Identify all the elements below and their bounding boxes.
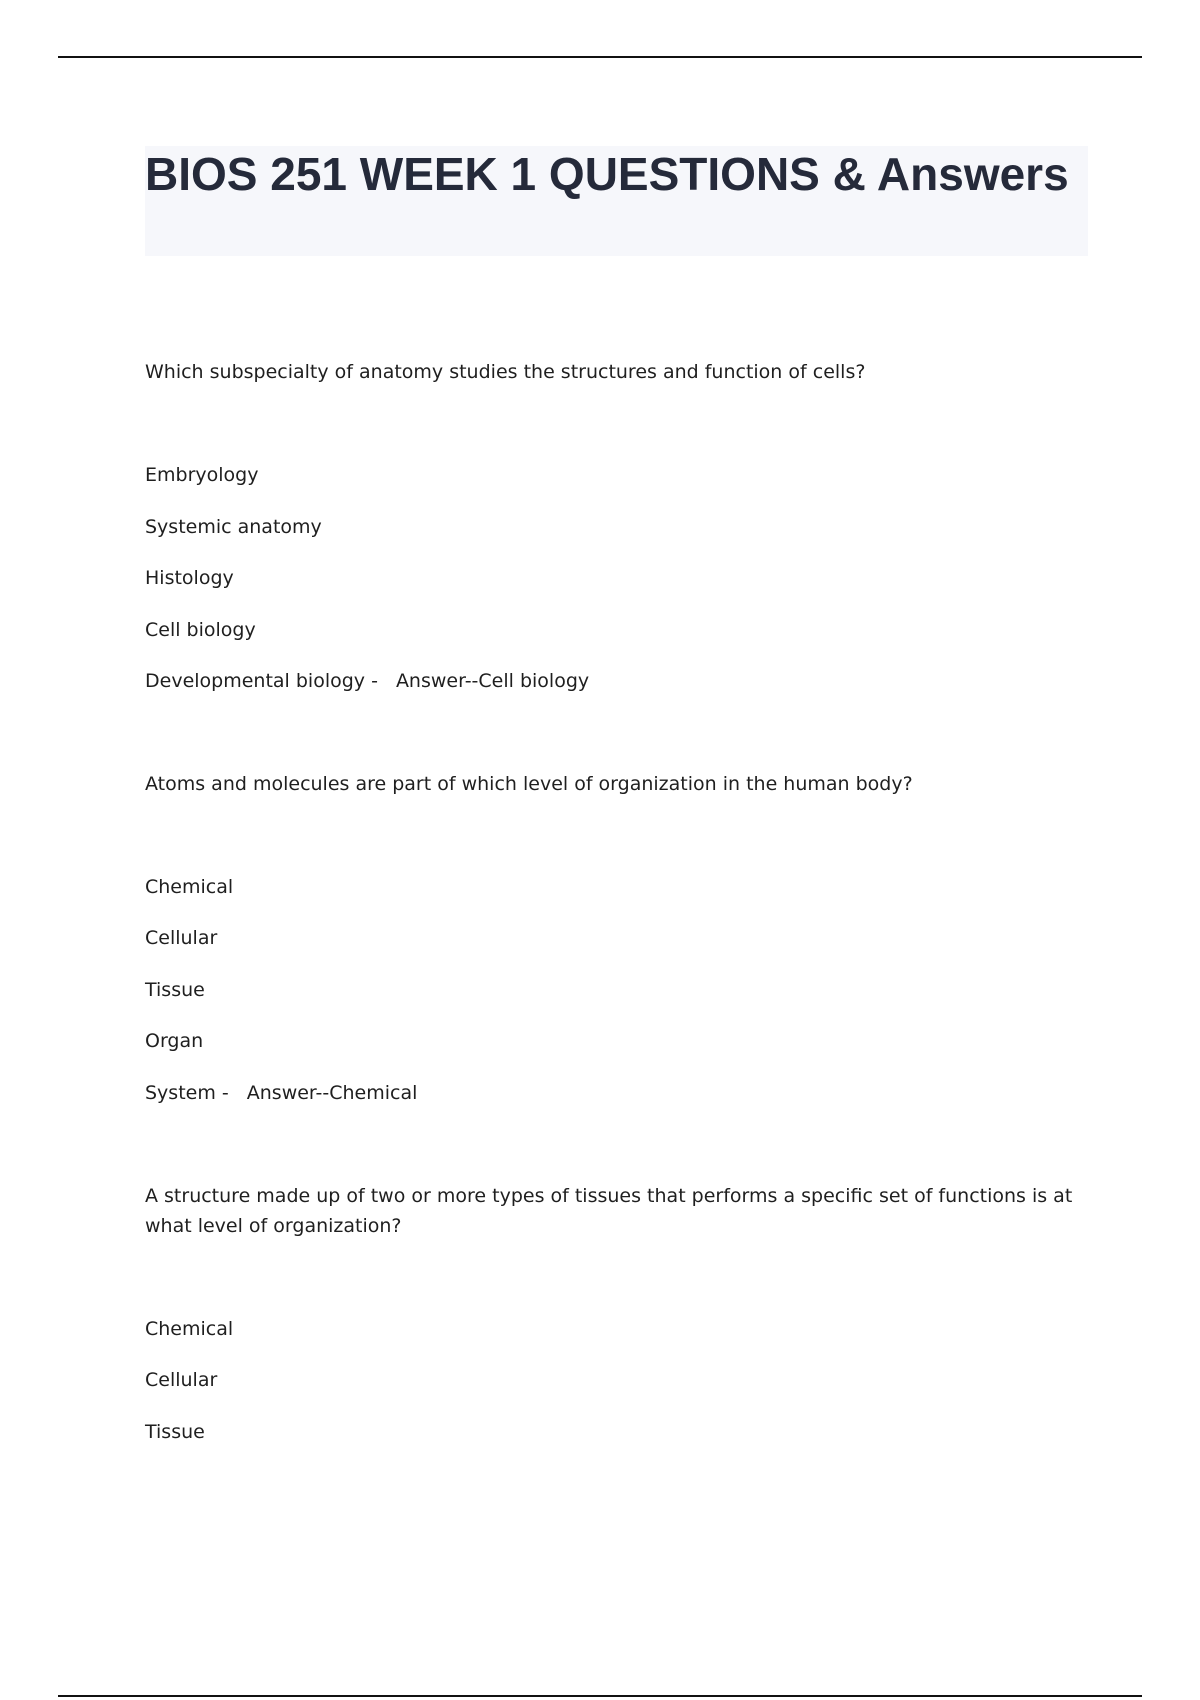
document-title: BIOS 251 WEEK 1 QUESTIONS & Answers	[145, 148, 1069, 200]
answer-option: Systemic anatomy	[145, 516, 322, 538]
title-block	[145, 146, 1088, 256]
answer-option: Tissue	[145, 1421, 205, 1443]
answer-option: Developmental biology -	[145, 670, 378, 692]
correct-answer: Answer--Chemical	[246, 1082, 418, 1104]
answer-option: Organ	[145, 1030, 204, 1052]
answer-line	[145, 666, 589, 696]
answer-option: System -	[145, 1082, 229, 1104]
answer-option: Chemical	[145, 1318, 234, 1340]
bottom-rule	[58, 1695, 1142, 1697]
answer-option: Chemical	[145, 876, 234, 898]
answer-option: Embryology	[145, 464, 259, 486]
answer-option: Cellular	[145, 1369, 218, 1391]
answer-option: Tissue	[145, 979, 205, 1001]
question-text: Atoms and molecules are part of which level of organization in the human body?	[145, 773, 913, 795]
answer-option: Histology	[145, 567, 234, 589]
answer-option: Cell biology	[145, 619, 256, 641]
answer-option: Cellular	[145, 927, 218, 949]
question-text: A structure made up of two or more types of tissues that performs a specific set of functions is at what level of organization?	[145, 1185, 1073, 1237]
answer-line	[145, 1078, 417, 1108]
correct-answer: Answer--Cell biology	[395, 670, 590, 692]
top-rule	[58, 56, 1142, 58]
question-text: Which subspecialty of anatomy studies the structures and function of cells?	[145, 361, 866, 383]
